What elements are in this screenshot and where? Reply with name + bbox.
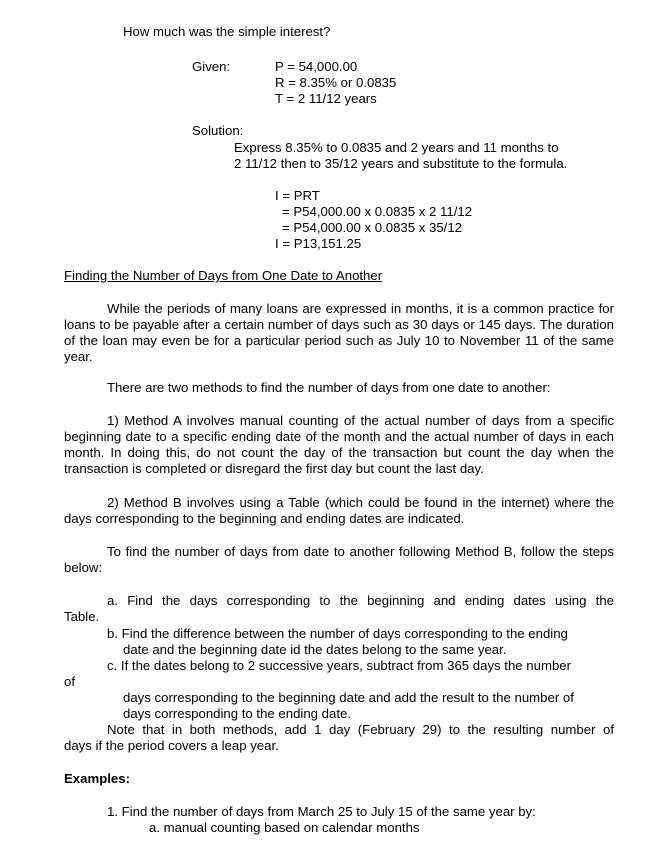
note-line2: days if the period covers a leap year. — [64, 738, 279, 753]
solution-explanation-line1: Express 8.35% to 0.0835 and 2 years and 11 months to — [234, 140, 559, 155]
step-b-line1: b. Find the difference between the number of days corresponding to the ending — [107, 626, 568, 641]
step-a-line2: Table. — [64, 609, 100, 624]
given-label: Given: — [192, 59, 231, 74]
formula-result: I = P13,151.25 — [275, 236, 362, 251]
formula-line-1: I = PRT — [275, 188, 320, 203]
paragraph-method-b: 2) Method B involves using a Table (which could be found in the internet) where the days corresponding to the beginning and ending dates are indicated. — [64, 495, 614, 526]
section-heading: Finding the Number of Days from One Date to Another — [64, 268, 383, 283]
solution-label: Solution: — [192, 123, 244, 138]
step-a-line1: a. Find the days corresponding to the beginning and ending dates using the — [107, 593, 614, 608]
example-item-1: 1. Find the number of days from March 25 to July 15 of the same year by: — [107, 804, 536, 819]
examples-heading: Examples: — [64, 771, 130, 786]
given-time: T = 2 11/12 years — [275, 91, 377, 106]
question-text: How much was the simple interest? — [123, 24, 331, 39]
note-line1: Note that in both methods, add 1 day (February 29) to the resulting number of — [107, 722, 614, 737]
given-rate: R = 8.35% or 0.0835 — [275, 75, 397, 90]
example-item-1a: a. manual counting based on calendar months — [149, 820, 420, 835]
step-c-line1: c. If the dates belong to 2 successive years, subtract from 365 days the number — [107, 658, 572, 673]
paragraph-method-a: 1) Method A involves manual counting of the actual number of days from a specific beginning date to a specific ending date of the month and the actual number of days in each month. In doing this, do not count the day of the transaction but count the day when the transaction is completed or disregard the first day but count the last day. — [64, 413, 614, 476]
step-c-line3: days corresponding to the beginning date and add the result to the number of — [123, 690, 574, 705]
step-b-line2: date and the beginning date id the dates belong to the same year. — [123, 642, 507, 657]
formula-line-2: = P54,000.00 x 0.0835 x 2 11/12 — [282, 204, 473, 219]
paragraph-method-b-steps: To find the number of days from date to another following Method B, follow the steps below: — [64, 544, 614, 575]
step-c-line4: days corresponding to the ending date. — [123, 706, 352, 721]
formula-line-3: = P54,000.00 x 0.0835 x 35/12 — [282, 220, 463, 235]
step-c-line2: of — [64, 674, 75, 689]
paragraph-two-methods: There are two methods to find the number of days from one date to another: — [107, 380, 551, 395]
paragraph-intro: While the periods of many loans are expressed in months, it is a common practice for loans to be payable after a certain number of days such as 30 days or 145 days. The duration of the loan may even be for a particular period such as July 10 to November 11 of the same year. — [64, 301, 614, 364]
given-principal: P = 54,000.00 — [275, 59, 358, 74]
solution-explanation-line2: 2 11/12 then to 35/12 years and substitute to the formula. — [234, 156, 568, 171]
